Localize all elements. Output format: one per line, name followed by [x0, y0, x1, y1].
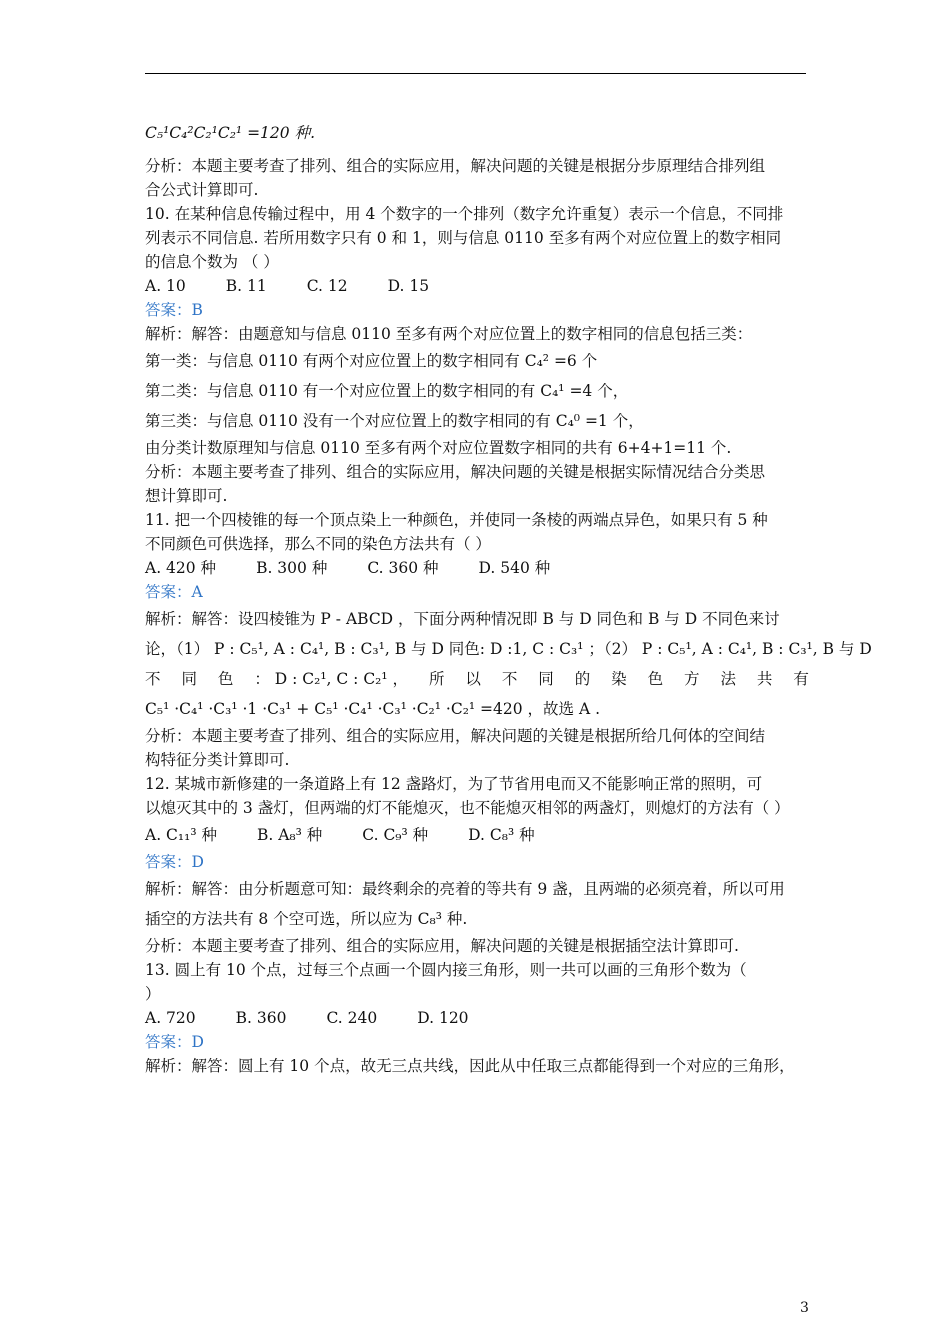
answer-label: 答案：D — [145, 1033, 204, 1051]
question-10-text: 的信息个数为 （ ） — [145, 253, 279, 271]
char: 同 — [538, 670, 554, 688]
question-10-options — [145, 274, 809, 298]
question-10-text: 10. 在某种信息传输过程中，用 4 个数字的一个排列（数字允许重复）表示一个信息，不同排 — [145, 205, 784, 223]
option-b: B. 11 — [225, 277, 267, 295]
option-b: B. 360 — [235, 1009, 287, 1027]
option-c: C. 360 种 — [367, 559, 439, 577]
analysis-line: 分析：本题主要考查了排列、组合的实际应用，解决问题的关键是根据所给几何体的空间结 — [145, 727, 766, 745]
option-a: A. 10 — [145, 277, 186, 295]
option-a: A. 720 — [145, 1009, 196, 1027]
question-13-text: ） — [145, 985, 161, 1003]
option-c: C. C₉³ 种 — [362, 826, 429, 844]
option-a: A. C₁₁³ 种 — [145, 826, 217, 844]
option-c: C. 240 — [326, 1009, 378, 1027]
question-12-text: 12. 某城市新修建的一条道路上有 12 盏路灯，为了节省用电而又不能影响正常的照明，可 — [145, 775, 763, 793]
solution-line: 解析：解答：圆上有 10 个点，故无三点共线，因此从中任取三点都能得到一个对应的三角形， — [145, 1057, 795, 1075]
analysis-line: 构特征分类计算即可. — [145, 751, 290, 769]
char: 染 — [611, 670, 627, 688]
option-d: D. 120 — [417, 1009, 469, 1027]
analysis-line: 分析：本题主要考查了排列、组合的实际应用，解决问题的关键是根据实际情况结合分类思 — [145, 463, 766, 481]
char: 同 — [181, 670, 197, 688]
option-d: D. C₈³ 种 — [468, 826, 535, 844]
option-d: D. 540 种 — [478, 559, 551, 577]
solution-line: 论，（1） P : C₅¹, A : C₄¹, B : C₃¹, B 与 D 同色: D :1, C : C₃¹ ；（2） P : C₅¹, A : C₄¹, B : C₃¹, B 与 D — [145, 640, 872, 658]
char: 的 — [574, 670, 591, 688]
formula: ： D : C₂¹, C : C₂¹ ， — [254, 670, 409, 688]
char: 以 — [465, 670, 481, 688]
question-12-text: 以熄灭其中的 3 盏灯，但两端的灯不能熄灭，也不能熄灭相邻的两盏灯，则熄灯的方法有（ ） — [145, 799, 790, 817]
question-11-options — [145, 556, 809, 580]
solution-line-justified — [145, 664, 809, 694]
question-10-text: 列表示不同信息. 若所用数字只有 0 和 1，则与信息 0110 至多有两个对应位置上的数字相同 — [145, 229, 782, 247]
solution-line: 插空的方法共有 8 个空可选，所以应为 C₈³ 种. — [145, 910, 468, 928]
char: 不 — [501, 670, 518, 688]
char: 色 — [217, 670, 234, 688]
solution-line: 解析：解答：由题意知与信息 0110 至多有两个对应位置上的数字相同的信息包括三类： — [145, 325, 753, 343]
question-12-options — [145, 820, 809, 850]
document-body — [145, 118, 872, 1078]
solution-line: 解析：解答：设四棱锥为 P - ABCD ，下面分两种情况即 B 与 D 同色和 B 与 D 不同色来讨 — [145, 610, 780, 628]
question-11-text: 11. 把一个四棱锥的每一个顶点染上一种颜色，并使同一条棱的两端点异色，如果只有 5 种 — [145, 511, 768, 529]
char: 所 — [428, 670, 445, 688]
char: 共 — [756, 670, 773, 688]
solution-line: 由分类计数原理知与信息 0110 至多有两个对应位置数字相同的共有 6+4+1=11 个. — [145, 439, 732, 457]
formula-line: C₅¹C₄²C₂¹C₂¹ =120 种. — [145, 124, 316, 142]
solution-line: 第一类：与信息 0110 有两个对应位置上的数字相同有 C₄² =6 个 — [145, 352, 598, 370]
solution-line: 第三类：与信息 0110 没有一个对应位置上的数字相同的有 C₄⁰ =1 个， — [145, 412, 644, 430]
char: 有 — [793, 670, 809, 688]
analysis-line: 分析：本题主要考查了排列、组合的实际应用，解决问题的关键是根据插空法计算即可. — [145, 937, 739, 955]
question-13-options — [145, 1006, 809, 1030]
question-11-text: 不同颜色可供选择，那么不同的染色方法共有（ ） — [145, 535, 491, 553]
analysis-line: 合公式计算即可. — [145, 181, 259, 199]
question-13-text: 13. 圆上有 10 个点，过每三个点画一个圆内接三角形，则一共可以画的三角形个数为（ — [145, 961, 747, 979]
char: 色 — [647, 670, 664, 688]
option-b: B. A₈³ 种 — [256, 826, 323, 844]
char: 法 — [720, 670, 736, 688]
solution-formula: C₅¹ ·C₄¹ ·C₃¹ ·1 ·C₃¹ + C₅¹ ·C₄¹ ·C₃¹ ·C₂¹ ·C₂¹ =420 ，故选 A . — [145, 700, 601, 718]
option-a: A. 420 种 — [145, 559, 217, 577]
header-rule — [145, 73, 806, 74]
option-d: D. 15 — [387, 277, 430, 295]
answer-label: 答案：D — [145, 853, 204, 871]
answer-label: 答案：B — [145, 301, 203, 319]
analysis-line: 分析：本题主要考查了排列、组合的实际应用，解决问题的关键是根据分步原理结合排列组 — [145, 157, 766, 175]
char: 不 — [145, 670, 161, 688]
analysis-line: 想计算即可. — [145, 487, 228, 505]
page-number: 3 — [800, 1300, 809, 1316]
option-b: B. 300 种 — [256, 559, 328, 577]
solution-line: 解析：解答：由分析题意可知：最终剩余的亮着的等共有 9 盏，且两端的必须亮着，所以可用 — [145, 880, 785, 898]
solution-line: 第二类：与信息 0110 有一个对应位置上的数字相同的有 C₄¹ =4 个， — [145, 382, 629, 400]
char: 方 — [684, 670, 700, 688]
option-c: C. 12 — [306, 277, 348, 295]
answer-label: 答案：A — [145, 583, 203, 601]
